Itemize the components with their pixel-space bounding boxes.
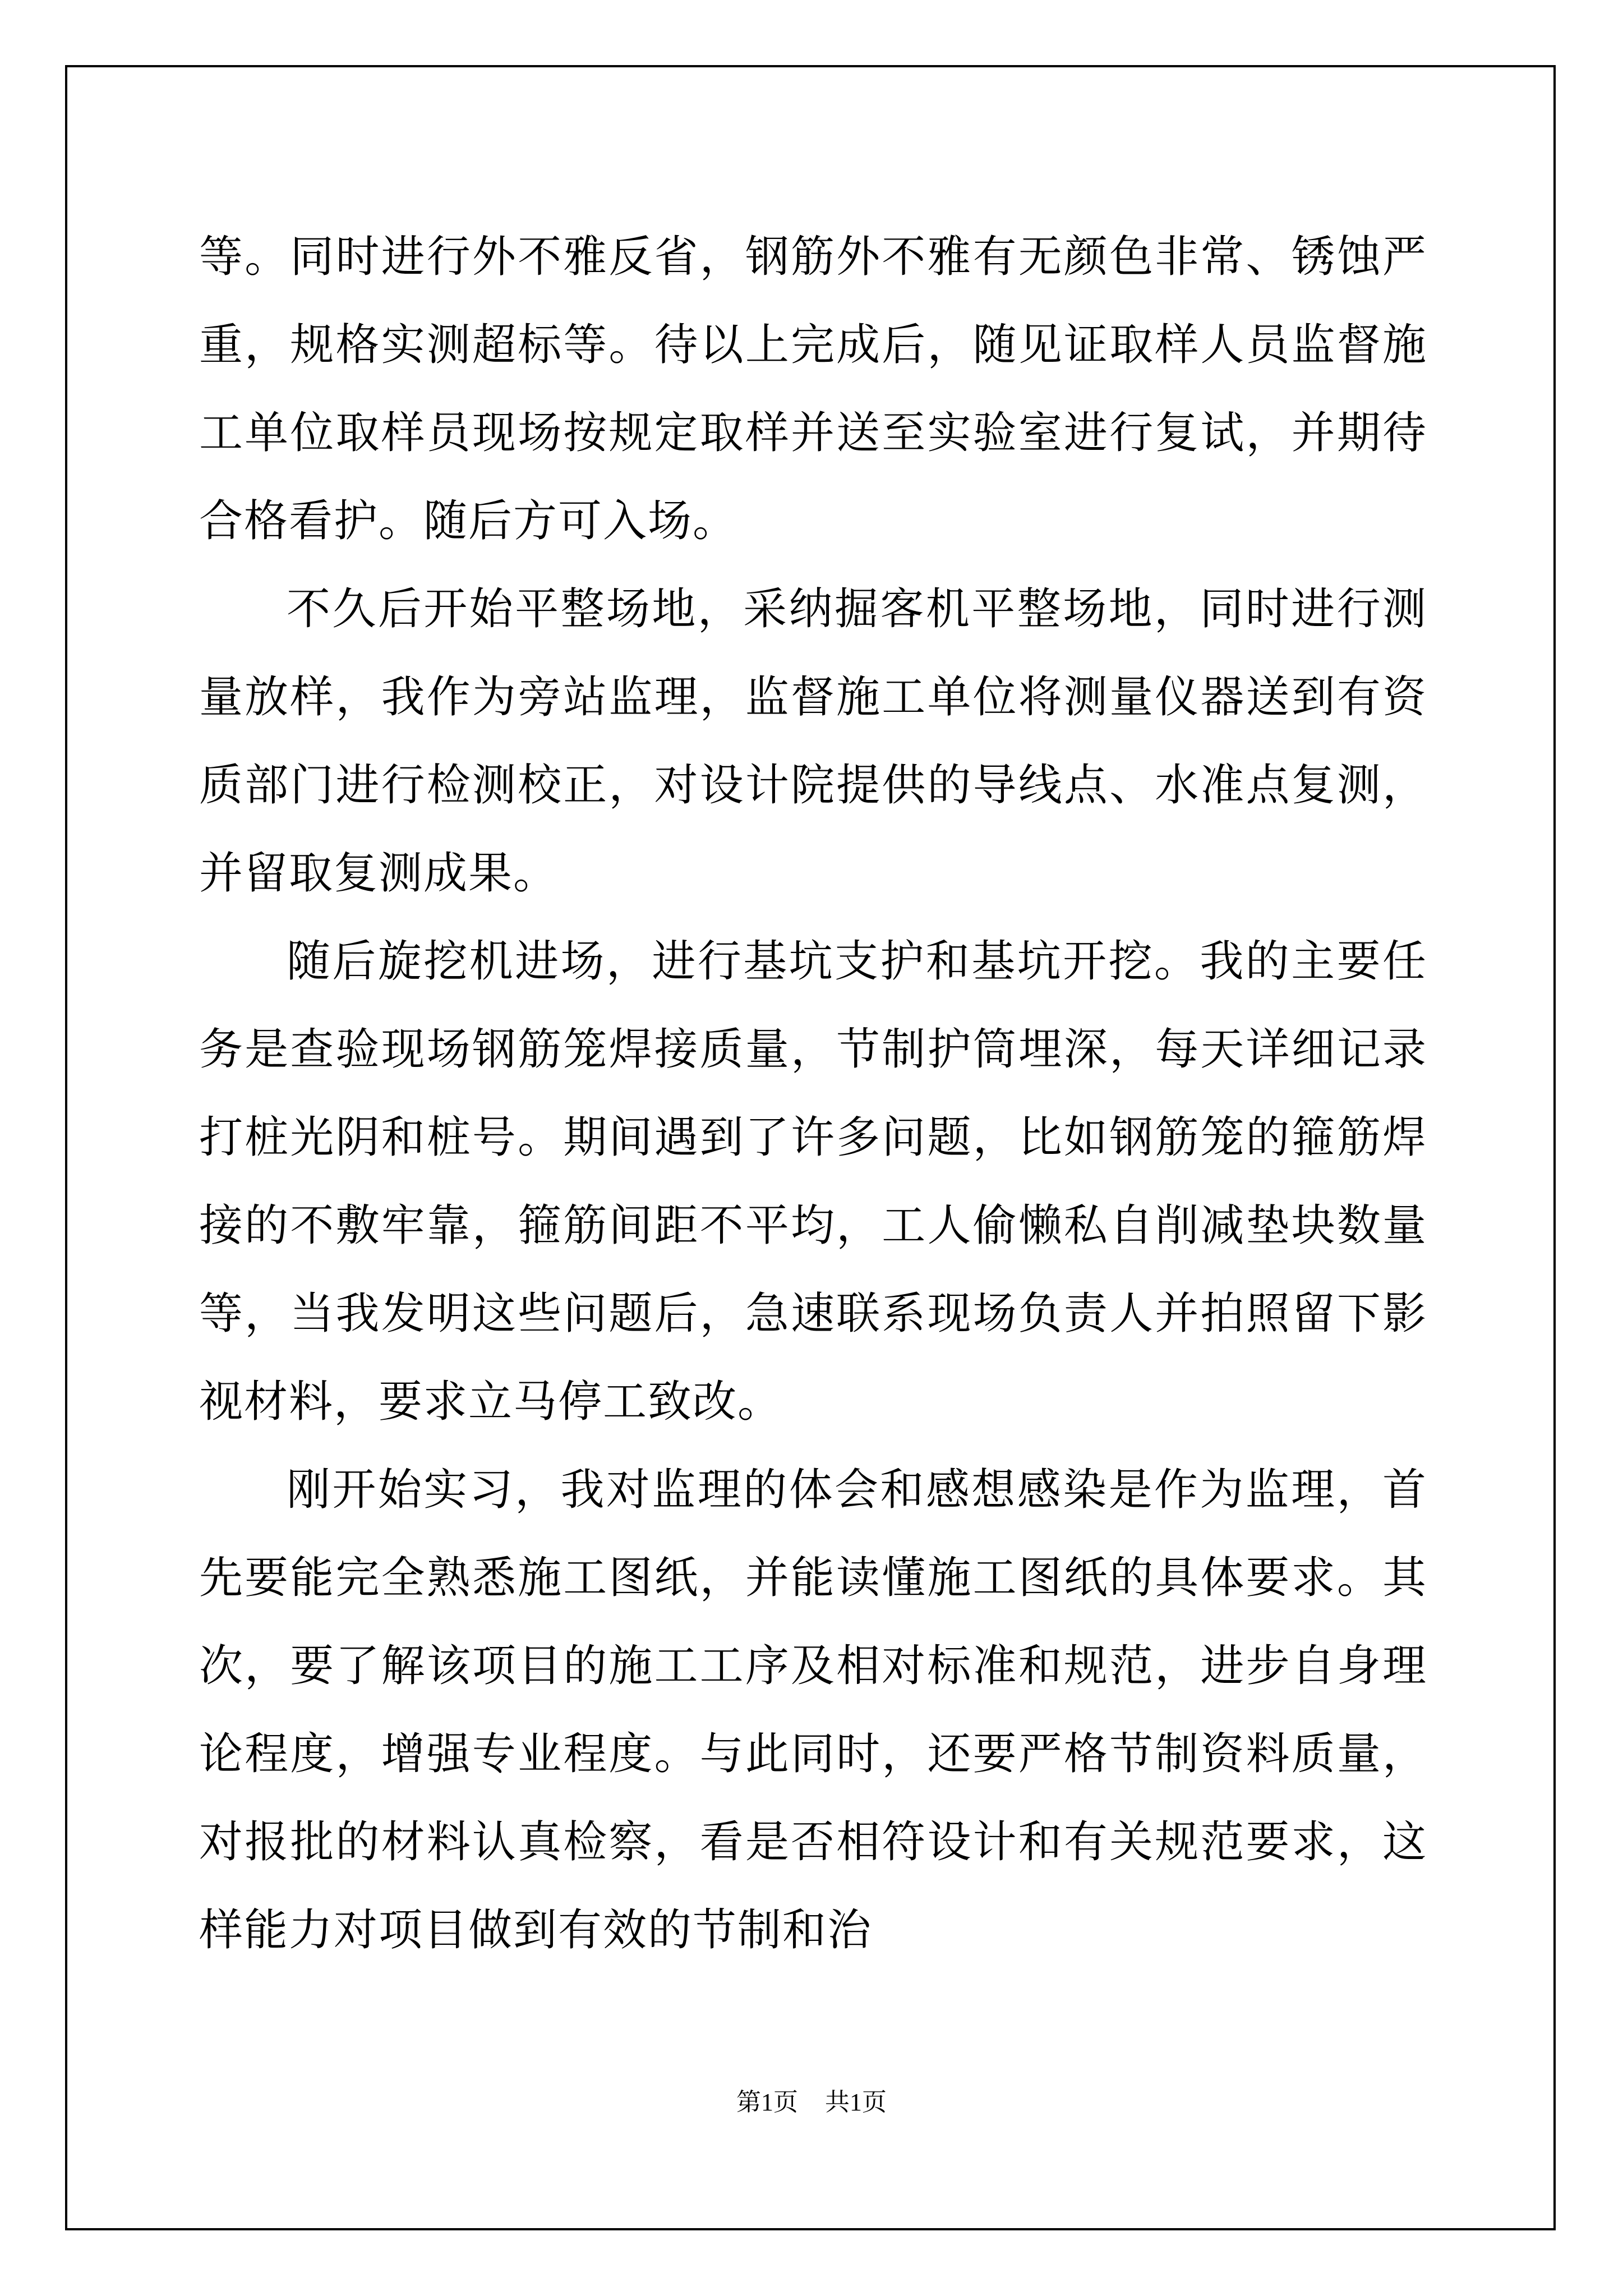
paragraph-1: 等。同时进行外不雅反省，钢筋外不雅有无颜色非常、锈蚀严重，规格实测超标等。待以上完成后，随见证取样人员监督施工单位取样员现场按规定取样并送至实验室进行复试，并期待合格看护。随后方可入场。: [199, 232, 1427, 546]
paragraph-4: 刚开始实习，我对监理的体会和感想感染是作为监理，首先要能完全熟悉施工图纸，并能读懂施工图纸的具体要求。其次，要了解该项目的施工工序及相对标准和规范，进步自身理论程度，增强专业程度。与此同时，还要严格节制资料质量，对报批的材料认真检察，看是否相符设计和有关规范要求，这样能力对项目做到有效的节制和治: [199, 1465, 1427, 1955]
document-body: [199, 213, 1427, 1975]
page-number-current: 第1页: [736, 2088, 798, 2116]
page-footer: [0, 2086, 1623, 2119]
paragraph-2: 不久后开始平整场地，采纳掘客机平整场地，同时进行测量放样，我作为旁站监理，监督施工单位将测量仪器送到有资质部门进行检测校正，对设计院提供的导线点、水准点复测，并留取复测成果。: [199, 584, 1427, 899]
page-number-total: 共1页: [825, 2088, 887, 2116]
paragraph-3: 随后旋挖机进场，进行基坑支护和基坑开挖。我的主要任务是查验现场钢筋笼焊接质量，节制护筒埋深，每天详细记录打桩光阴和桩号。期间遇到了许多问题，比如钢筋笼的箍筋焊接的不敷牢靠，箍筋间距不平均，工人偷懒私自削减垫块数量等，当我发明这些问题后，急速联系现场负责人并拍照留下影视材料，要求立马停工致改。: [199, 936, 1427, 1427]
